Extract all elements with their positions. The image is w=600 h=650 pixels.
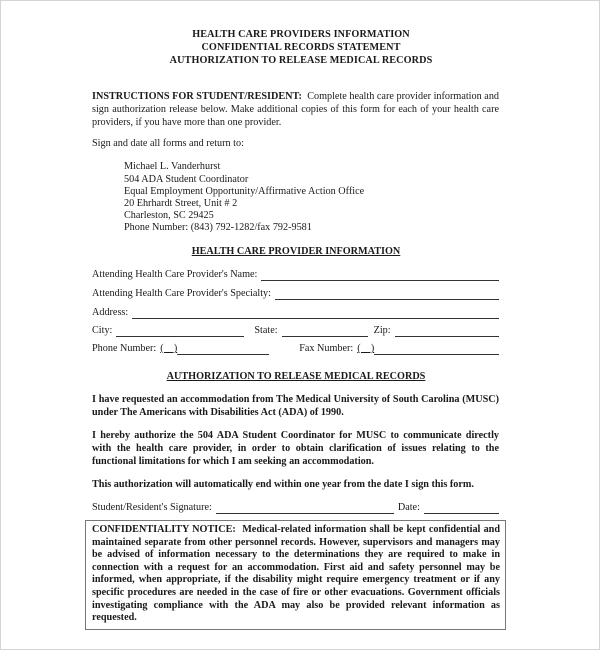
contact-office: Equal Employment Opportunity/Affirmative Action Office (124, 186, 365, 197)
phone-label: Phone Number: (92, 343, 157, 354)
authorization-section-heading: AUTHORIZATION TO RELEASE MEDICAL RECORDS (166, 371, 426, 382)
contact-city: Charleston, SC 29425 (124, 210, 214, 221)
state-label: State: (254, 325, 278, 336)
city-label: City: (92, 325, 113, 336)
contact-name: Michael L. Vanderhurst (124, 161, 221, 172)
authorization-paragraph-2: I hereby authorize the 504 ADA Student Coordinator for MUSC to communicate directly with the health care provider, in order to obtain clarification of issues relating to the functional limitations for which I am seeking an accommodation. (92, 430, 499, 467)
document-title-line-3: AUTHORIZATION TO RELEASE MEDICAL RECORDS (169, 55, 433, 66)
zip-field[interactable] (395, 325, 499, 337)
provider-section-heading: HEALTH CARE PROVIDER INFORMATION (191, 246, 401, 257)
instructions-text: Complete health care provider information and sign authorization release below. Make additional copies of this form for each of your health care providers, if you have more than one provider. (92, 91, 500, 128)
city-state-zip-row (92, 324, 499, 337)
document-title-line-2: CONFIDENTIAL RECORDS STATEMENT (201, 42, 401, 53)
phone-area-code[interactable]: ( ) (160, 343, 178, 354)
notice-text: Medical-related information shall be kept confidential and maintained separate from other personnel records. However, supervisors and managers may be advised of information necessary to the determinations they are required to make in connection with a request for an accommodation. First aid and safety personnel may be informed, when appropriate, if the disability might require emergency treatment or if any specific procedures are needed in the case of fire or other evacuations. Government officials investigating compliance with the ADA may also be provided relevant information as requested. (92, 524, 501, 624)
provider-name-field[interactable] (261, 269, 499, 281)
contact-phone: Phone Number: (843) 792-1282/fax 792-9581 (124, 222, 312, 233)
signature-row (92, 501, 499, 514)
city-field[interactable] (116, 325, 244, 337)
provider-specialty-row (92, 287, 499, 300)
confidentiality-notice-box (85, 520, 506, 630)
zip-label: Zip: (373, 325, 391, 336)
address-label: Address: (92, 307, 129, 318)
fax-area-code[interactable]: ( ) (357, 343, 375, 354)
signature-field[interactable] (216, 502, 394, 514)
instructions-label: INSTRUCTIONS FOR STUDENT/RESIDENT: (92, 91, 302, 102)
phone-field[interactable] (177, 343, 269, 355)
provider-specialty-label: Attending Health Care Provider's Specialty: (92, 288, 271, 299)
address-row (92, 306, 499, 319)
return-to-label: Sign and date all forms and return to: (92, 138, 244, 149)
fax-field[interactable] (374, 343, 499, 355)
signature-label: Student/Resident's Signature: (92, 502, 212, 513)
date-field[interactable] (424, 502, 499, 514)
authorization-paragraph-1: I have requested an accommodation from The Medical University of South Carolina (MUSC) under The Americans with Disabilities Act (ADA) of 1990. (92, 394, 499, 418)
contact-street: 20 Ehrhardt Street, Unit # 2 (124, 198, 238, 209)
state-field[interactable] (282, 325, 368, 337)
fax-label: Fax Number: (299, 343, 354, 354)
instructions-paragraph (92, 90, 499, 129)
contact-title: 504 ADA Student Coordinator (124, 174, 249, 185)
address-field[interactable] (132, 307, 499, 319)
provider-name-row (92, 268, 499, 281)
provider-specialty-field[interactable] (275, 288, 499, 300)
date-label: Date: (397, 502, 420, 513)
authorization-paragraph-3: This authorization will automatically end within one year from the date I sign this form. (92, 479, 474, 490)
document-title-line-1: HEALTH CARE PROVIDERS INFORMATION (192, 29, 410, 40)
provider-name-label: Attending Health Care Provider's Name: (92, 269, 258, 280)
notice-label: CONFIDENTIALITY NOTICE: (92, 524, 236, 535)
phone-fax-row (92, 342, 499, 355)
